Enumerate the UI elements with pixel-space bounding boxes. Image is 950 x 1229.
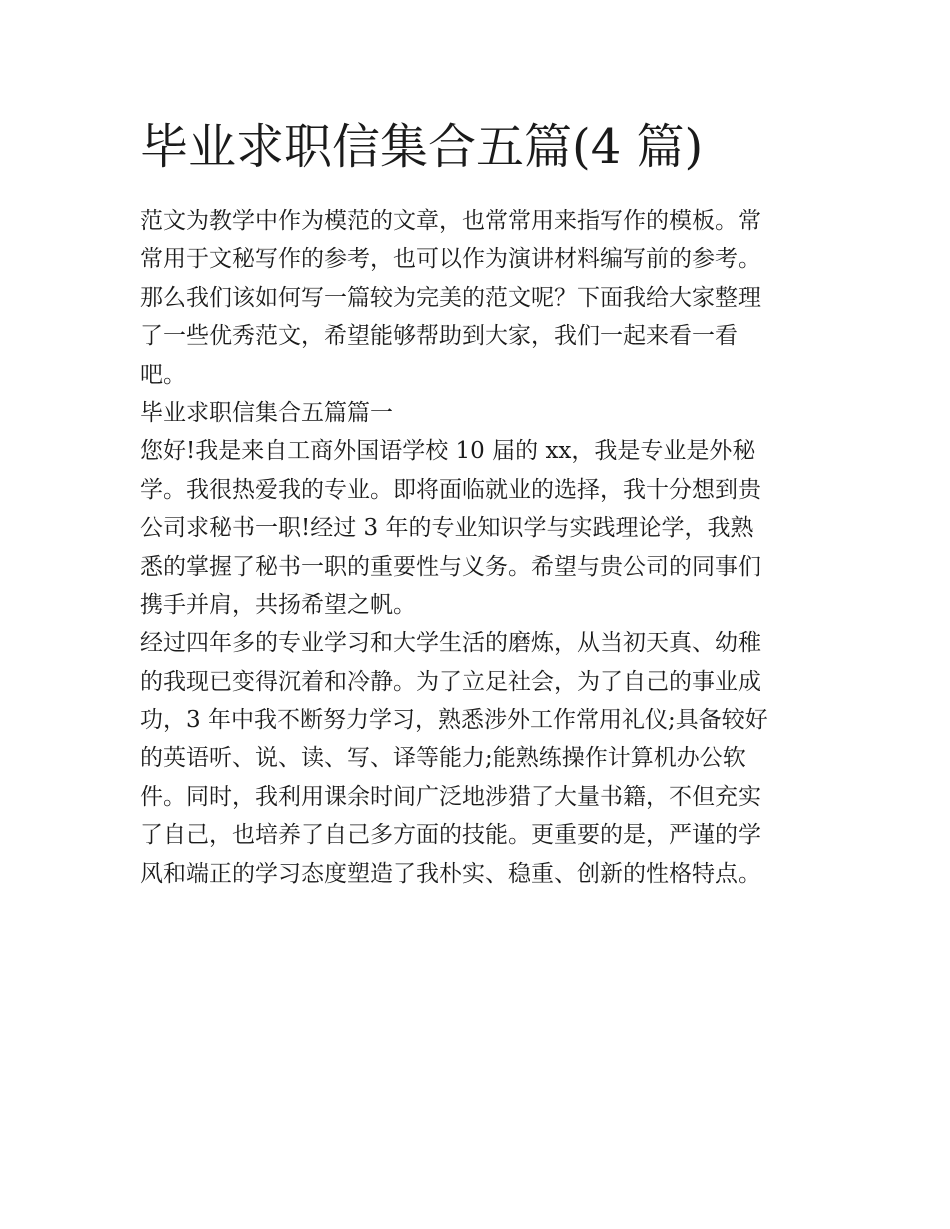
paragraph-line-5: 携手并肩，共扬希望之帆。	[140, 591, 416, 618]
paragraph-line-9: 的英语听、说、读、写、译等能力;能熟练操作计算机办公软	[140, 745, 746, 772]
paragraph-line-6: 经过四年多的专业学习和大学生活的磨炼，从当初天真、幼稚	[140, 630, 761, 657]
paragraph-line-3: 公司求秘书一职!经过 3 年的专业知识学与实践理论学，我熟	[140, 515, 754, 542]
intro-line-1: 范文为教学中作为模范的文章，也常常用来指写作的模板。常	[140, 208, 761, 234]
paragraph-line-10: 件。同时，我利用课余时间广泛地涉猎了大量书籍，不但充实	[140, 783, 761, 810]
paragraph-line-12: 风和端正的学习态度塑造了我朴实、稳重、创新的性格特点。	[140, 860, 761, 887]
paragraph-line-8: 功，3 年中我不断努力学习，熟悉涉外工作常用礼仪;具备较好	[140, 707, 768, 734]
intro-line-5: 吧。	[140, 361, 186, 388]
intro-line-4: 了一些优秀范文，希望能够帮助到大家，我们一起来看一看	[140, 323, 738, 350]
document-title: 毕业求职信集合五篇(4 篇)	[140, 119, 704, 175]
document-body	[140, 202, 820, 893]
section-heading: 毕业求职信集合五篇篇一	[140, 399, 393, 426]
intro-line-2: 常用于文秘写作的参考，也可以作为演讲材料编写前的参考。	[140, 246, 761, 273]
paragraph-line-7: 的我现已变得沉着和冷静。为了立足社会，为了自己的事业成	[140, 668, 761, 695]
paragraph-line-2: 学。我很热爱我的专业。即将面临就业的选择，我十分想到贵	[140, 476, 761, 503]
paragraph-line-1: 您好!我是来自工商外国语学校 10 届的 xx，我是专业是外秘	[140, 438, 756, 465]
intro-line-3: 那么我们该如何写一篇较为完美的范文呢？下面我给大家整理	[140, 284, 761, 311]
paragraph-line-4: 悉的掌握了秘书一职的重要性与义务。希望与贵公司的同事们	[140, 553, 761, 580]
paragraph-line-11: 了自己，也培养了自己多方面的技能。更重要的是，严谨的学	[140, 822, 761, 849]
